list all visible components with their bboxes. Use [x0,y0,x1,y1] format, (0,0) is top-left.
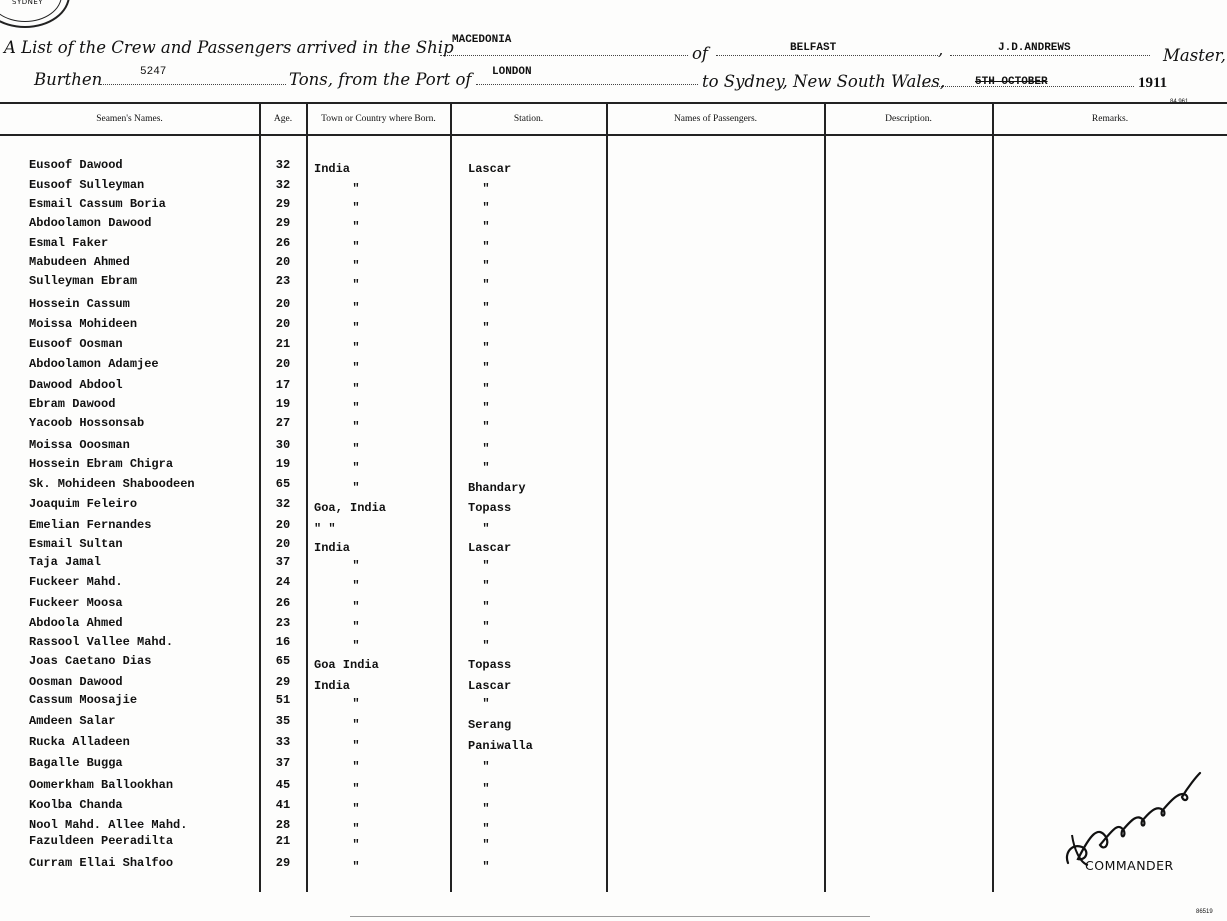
row-11-name: Abdoolamon Adamjee [29,357,159,371]
row-2-name: Eusoof Sulleyman [29,178,145,192]
row-36-born: " [352,860,360,874]
row-26-age: 65 [275,654,291,668]
row-23-name: Fuckeer Moosa [29,596,123,610]
row-23-station: " [482,600,490,614]
row-28-born: " [352,697,360,711]
row-3-age: 29 [275,197,291,211]
row-9-age: 20 [275,317,291,331]
row-17-born: " [352,481,360,495]
row-8-age: 20 [275,297,291,311]
row-1-name: Eusoof Dawood [29,158,123,172]
row-5-name: Esmal Faker [29,236,109,250]
row-31-station: " [482,760,490,774]
row-14-age: 27 [275,416,291,430]
row-27-station: Lascar [468,679,512,693]
row-4-name: Abdoolamon Dawood [29,216,152,230]
row-21-name: Taja Jamal [29,555,102,569]
row-31-born: " [352,760,360,774]
stamp-text: SYDNEY [12,0,44,6]
col-divider-age [259,102,261,892]
row-24-born: " [352,620,360,634]
col-header-names: Seamen's Names. [96,114,163,124]
row-6-name: Mabudeen Ahmed [29,255,130,269]
row-3-born: " [352,201,360,215]
row-34-born: " [352,822,360,836]
row-15-name: Moissa Ooosman [29,438,130,452]
row-30-station: Paniwalla [468,739,533,753]
customs-stamp [0,0,70,28]
row-15-age: 30 [275,438,291,452]
row-21-born: " [352,559,360,573]
row-26-name: Joas Caetano Dias [29,654,152,668]
row-7-station: " [482,278,490,292]
row-25-age: 16 [275,635,291,649]
row-32-station: " [482,782,490,796]
row-21-age: 37 [275,555,291,569]
row-25-station: " [482,639,490,653]
master-label: Master, [1163,46,1226,65]
row-14-name: Yacoob Hossonsab [29,416,145,430]
row-31-age: 37 [275,756,291,770]
col-divider-passengers [606,102,608,892]
row-22-name: Fuckeer Mahd. [29,575,123,589]
row-29-born: " [352,718,360,732]
row-31-name: Bagalle Bugga [29,756,123,770]
row-27-born: India [314,679,351,693]
row-26-station: Topass [468,658,512,672]
row-33-age: 41 [275,798,291,812]
col-header-remarks: Remarks. [1091,114,1129,124]
row-15-station: " [482,442,490,456]
row-11-station: " [482,361,490,375]
list-title: A List of the Crew and Passengers arrived in the Ship [4,38,454,57]
row-17-name: Sk. Mohideen Shaboodeen [29,477,195,491]
col-divider-description [824,102,826,892]
row-16-born: " [352,461,360,475]
row-3-station: " [482,201,490,215]
row-9-name: Moissa Mohideen [29,317,138,331]
row-35-name: Fazuldeen Peeradilta [29,834,174,848]
col-header-born: Town or Country where Born. [321,114,436,124]
row-13-name: Ebram Dawood [29,397,116,411]
row-29-station: Serang [468,718,512,732]
row-26-born: Goa India [314,658,379,672]
footer-code: 86519 [1196,909,1213,915]
row-29-age: 35 [275,714,291,728]
row-6-born: " [352,259,360,273]
row-4-born: " [352,220,360,234]
row-28-station: " [482,697,490,711]
row-36-station: " [482,860,490,874]
row-28-age: 51 [275,693,291,707]
row-29-name: Amdeen Salar [29,714,116,728]
row-5-born: " [352,240,360,254]
row-20-age: 20 [275,537,291,551]
row-15-born: " [352,442,360,456]
col-header-passengers: Names of Passengers. [673,114,758,124]
row-35-age: 21 [275,834,291,848]
row-7-age: 23 [275,274,291,288]
row-10-name: Eusoof Oosman [29,337,123,351]
row-13-age: 19 [275,397,291,411]
row-32-name: Oomerkham Ballookhan [29,778,174,792]
row-1-born: India [314,162,351,176]
row-23-born: " [352,600,360,614]
row-12-born: " [352,382,360,396]
col-divider-station [450,102,452,892]
row-4-age: 29 [275,216,291,230]
row-20-name: Esmail Sultan [29,537,123,551]
row-10-born: " [352,341,360,355]
arrival-year: 1911 [1138,75,1168,91]
row-6-station: " [482,259,490,273]
row-2-station: " [482,182,490,196]
row-8-born: " [352,301,360,315]
row-19-born: " " [314,522,336,536]
row-10-station: " [482,341,490,355]
row-32-born: " [352,782,360,796]
row-30-name: Rucka Alladeen [29,735,130,749]
table-header-rule [0,134,1227,136]
commander-label: COMMANDER [1085,858,1174,873]
row-21-station: " [482,559,490,573]
row-36-age: 29 [275,856,291,870]
row-22-age: 24 [275,575,291,589]
row-14-station: " [482,420,490,434]
row-16-station: " [482,461,490,475]
row-25-name: Rassool Vallee Mahd. [29,635,174,649]
col-header-age: Age. [273,114,293,124]
row-11-born: " [352,361,360,375]
row-25-born: " [352,639,360,653]
row-18-born: Goa, India [314,501,387,515]
row-5-age: 26 [275,236,291,250]
row-20-station: Lascar [468,541,512,555]
row-28-name: Cassum Moosajie [29,693,138,707]
row-9-station: " [482,321,490,335]
destination-label: to Sydney, New South Wales, [702,72,946,91]
row-3-name: Esmail Cassum Boria [29,197,166,211]
comma: , [938,40,944,59]
home-port: BELFAST [790,42,837,54]
row-34-age: 28 [275,818,291,832]
row-12-age: 17 [275,378,291,392]
row-4-station: " [482,220,490,234]
row-24-age: 23 [275,616,291,630]
arrival-date: 5TH OCTOBER [975,76,1048,88]
table-top-rule [0,102,1227,104]
row-24-name: Abdoola Ahmed [29,616,123,630]
row-2-age: 32 [275,178,291,192]
from-port: LONDON [492,66,532,78]
row-8-name: Hossein Cassum [29,297,130,311]
burthen-value: 5247 [140,66,167,78]
row-17-age: 65 [275,477,291,491]
of-label: of [692,44,709,63]
row-19-name: Emelian Fernandes [29,518,152,532]
row-22-born: " [352,579,360,593]
row-1-station: Lascar [468,162,512,176]
row-14-born: " [352,420,360,434]
row-27-name: Oosman Dawood [29,675,123,689]
row-16-age: 19 [275,457,291,471]
col-divider-born [306,102,308,892]
row-22-station: " [482,579,490,593]
row-23-age: 26 [275,596,291,610]
burthen-label: Burthen [34,70,103,89]
row-35-station: " [482,838,490,852]
row-19-station: " [482,522,490,536]
row-5-station: " [482,240,490,254]
row-6-age: 20 [275,255,291,269]
col-divider-remarks [992,102,994,892]
master-name: J.D.ANDREWS [998,42,1071,54]
row-18-name: Joaquim Feleiro [29,497,138,511]
row-33-station: " [482,802,490,816]
row-18-age: 32 [275,497,291,511]
row-34-station: " [482,822,490,836]
ship-name: MACEDONIA [452,34,512,46]
row-8-station: " [482,301,490,315]
row-13-station: " [482,401,490,415]
row-36-name: Curram Ellai Shalfoo [29,856,174,870]
row-12-station: " [482,382,490,396]
row-34-name: Nool Mahd. Allee Mahd. [29,818,188,832]
row-12-name: Dawood Abdool [29,378,123,392]
row-20-born: India [314,541,351,555]
row-24-station: " [482,620,490,634]
row-7-born: " [352,278,360,292]
row-16-name: Hossein Ebram Chigra [29,457,174,471]
row-30-age: 33 [275,735,291,749]
row-32-age: 45 [275,778,291,792]
col-header-station: Station. [513,114,544,124]
row-11-age: 20 [275,357,291,371]
row-33-name: Koolba Chanda [29,798,123,812]
row-27-age: 29 [275,675,291,689]
row-1-age: 32 [275,158,291,172]
tons-label: Tons, from the Port of [289,70,472,89]
col-header-description: Description. [885,114,932,124]
row-30-born: " [352,739,360,753]
row-33-born: " [352,802,360,816]
row-35-born: " [352,838,360,852]
row-17-station: Bhandary [468,481,526,495]
row-7-name: Sulleyman Ebram [29,274,138,288]
row-19-age: 20 [275,518,291,532]
row-2-born: " [352,182,360,196]
row-13-born: " [352,401,360,415]
row-18-station: Topass [468,501,512,515]
row-10-age: 21 [275,337,291,351]
row-9-born: " [352,321,360,335]
